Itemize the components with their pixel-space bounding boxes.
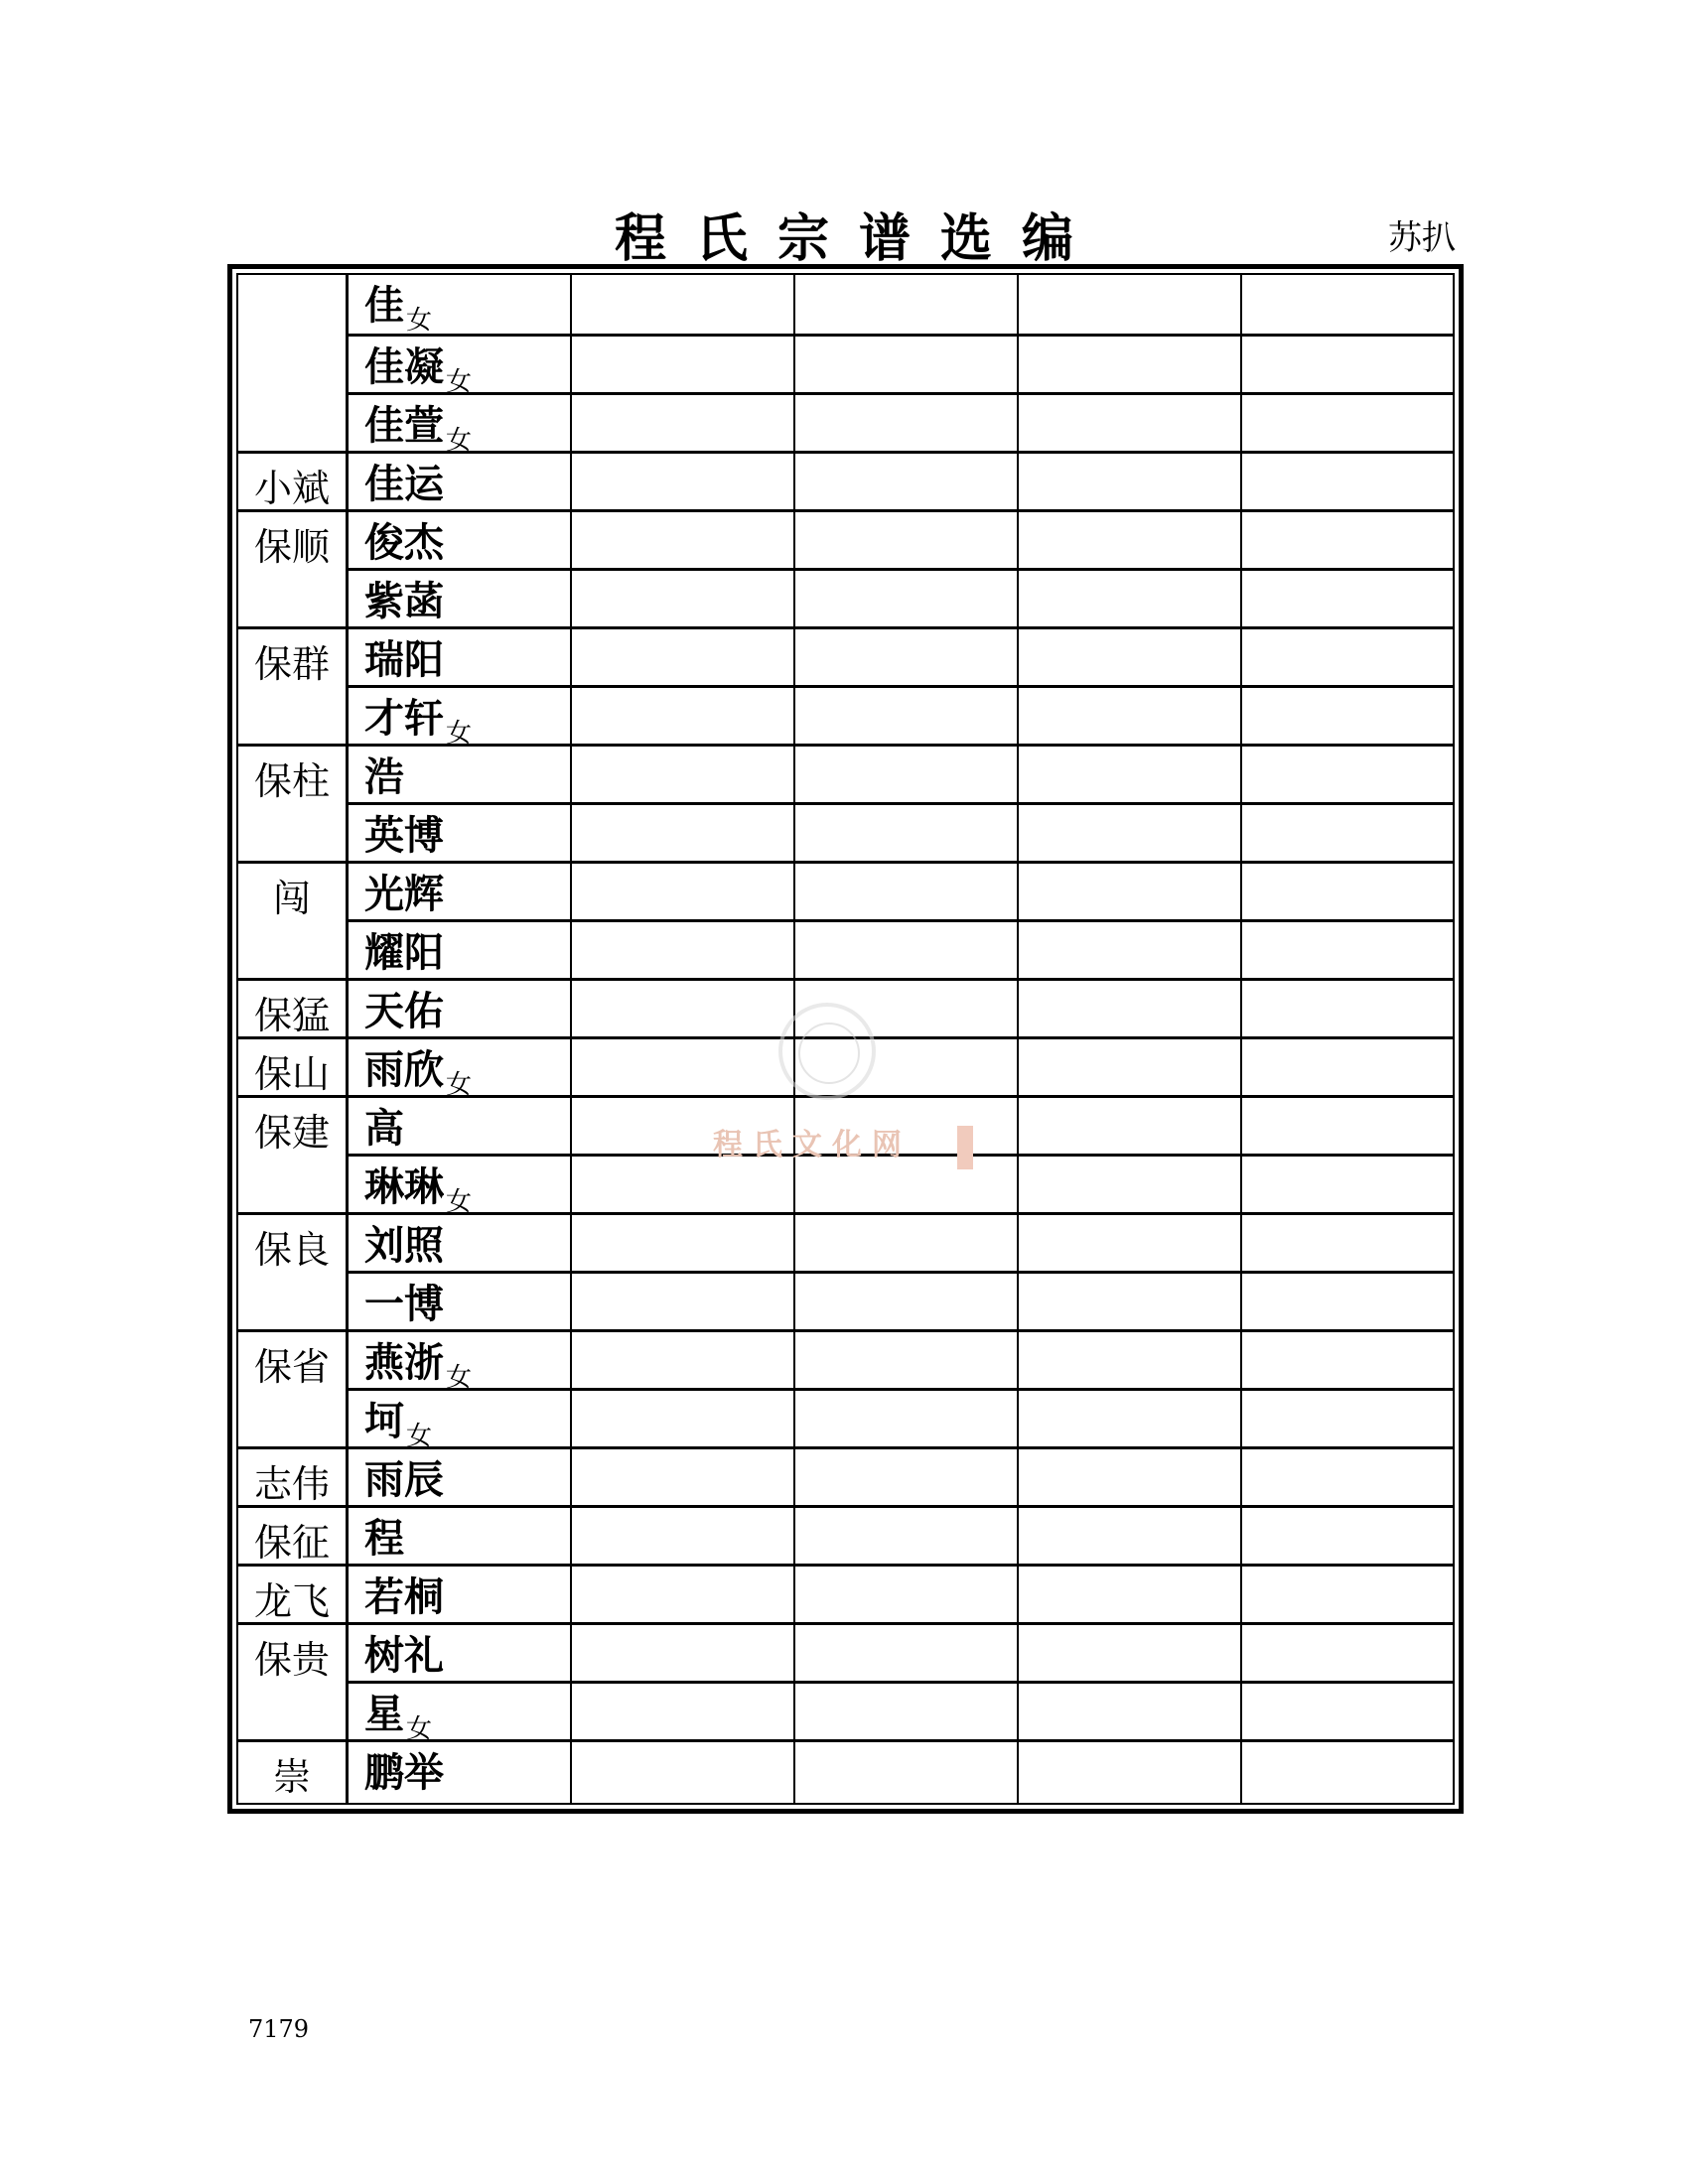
table-row [349, 568, 1453, 626]
empty-cell [572, 805, 795, 861]
empty-cell [1242, 1332, 1453, 1388]
watermark-stamp-icon [957, 1126, 973, 1169]
table-row [349, 685, 1453, 749]
child-name-cell [349, 395, 572, 456]
child-name-cell [349, 1098, 572, 1154]
table-row [349, 275, 1453, 334]
table-row [349, 451, 1453, 509]
empty-cell [1242, 337, 1453, 392]
empty-cell [795, 864, 1019, 919]
empty-cell [1242, 1391, 1453, 1446]
female-mark: 女 [446, 1070, 473, 1100]
child-name-cell [349, 1274, 572, 1329]
empty-cell [1242, 1157, 1453, 1212]
child-name-cell [349, 1449, 572, 1505]
empty-cell [572, 629, 795, 685]
child-name: 高 [364, 1106, 404, 1152]
father-cell: 保顺 [238, 509, 346, 626]
child-name-cell [349, 1332, 572, 1393]
empty-cell [1242, 688, 1453, 744]
empty-cell [795, 571, 1019, 626]
empty-cell [572, 1332, 795, 1388]
father-cell: 保山 [238, 1036, 346, 1095]
empty-cell [1019, 1391, 1242, 1446]
child-name-cell [349, 747, 572, 802]
table-row [349, 1564, 1453, 1622]
table-row [349, 509, 1453, 568]
empty-cell [572, 1742, 795, 1803]
empty-cell [795, 1449, 1019, 1505]
empty-cell [572, 1039, 795, 1095]
father-cell: 保群 [238, 626, 346, 744]
empty-cell [1242, 1215, 1453, 1271]
empty-cell [1019, 747, 1242, 802]
table-row [349, 392, 1453, 456]
empty-cell [795, 1742, 1019, 1803]
female-mark: 女 [406, 1422, 433, 1451]
empty-cell [795, 1274, 1019, 1329]
table-row [349, 626, 1453, 685]
table-row [349, 1739, 1453, 1803]
child-name: 佳凝 [364, 344, 444, 390]
empty-cell [1242, 1098, 1453, 1154]
child-name-cell [349, 1684, 572, 1744]
child-name-cell [349, 981, 572, 1036]
empty-cell [1242, 1742, 1453, 1803]
empty-cell [795, 512, 1019, 568]
empty-cell [795, 1332, 1019, 1388]
empty-cell [1019, 1625, 1242, 1681]
empty-cell [572, 1215, 795, 1271]
child-name-cell [349, 1391, 572, 1451]
empty-cell [1242, 1508, 1453, 1564]
female-mark: 女 [446, 1363, 473, 1393]
table-row [349, 978, 1453, 1036]
empty-cell [1019, 1742, 1242, 1803]
child-name-cell [349, 571, 572, 626]
table-row [349, 919, 1453, 978]
father-cell [238, 275, 346, 451]
empty-cell [572, 337, 795, 392]
father-cell: 保省 [238, 1329, 346, 1446]
watermark-seal-icon [778, 1003, 876, 1100]
empty-cell [795, 337, 1019, 392]
empty-cell [1019, 1039, 1242, 1095]
empty-cell [795, 395, 1019, 451]
child-name-cell [349, 1039, 572, 1100]
female-mark: 女 [446, 367, 473, 397]
empty-cell [1019, 1508, 1242, 1564]
child-name: 鹏举 [364, 1750, 444, 1796]
child-name: 耀阳 [364, 930, 444, 976]
child-name: 雨欣 [364, 1047, 444, 1093]
table-row [349, 1329, 1453, 1393]
empty-cell [795, 1508, 1019, 1564]
child-name: 英博 [364, 813, 444, 859]
father-cell: 闯 [238, 861, 346, 978]
empty-cell [1019, 1684, 1242, 1739]
empty-cell [1019, 629, 1242, 685]
female-mark: 女 [446, 1187, 473, 1217]
empty-cell [795, 922, 1019, 978]
empty-cell [795, 275, 1019, 334]
page-title: 程氏宗谱选编 [614, 209, 1103, 269]
empty-cell [1019, 395, 1242, 451]
empty-cell [1242, 571, 1453, 626]
empty-cell [795, 1567, 1019, 1622]
table-row [349, 334, 1453, 397]
female-mark: 女 [406, 1714, 433, 1744]
child-name-cell [349, 1567, 572, 1622]
empty-cell [572, 395, 795, 451]
empty-cell [572, 454, 795, 509]
child-name: 星 [364, 1692, 404, 1737]
child-name: 坷 [364, 1399, 404, 1444]
empty-cell [1242, 454, 1453, 509]
empty-cell [1019, 1332, 1242, 1388]
child-name: 雨辰 [364, 1457, 444, 1503]
watermark-text: 程氏文化网 [713, 1128, 912, 1162]
empty-cell [795, 1684, 1019, 1739]
father-cell: 保猛 [238, 978, 346, 1036]
empty-cell [1242, 981, 1453, 1036]
child-name-cell [349, 337, 572, 397]
child-name: 才轩 [364, 696, 444, 742]
empty-cell [795, 1391, 1019, 1446]
child-name: 瑞阳 [364, 637, 444, 683]
child-name-cell [349, 275, 572, 334]
empty-cell [1019, 454, 1242, 509]
table-row [349, 861, 1453, 919]
empty-cell [572, 688, 795, 744]
child-name: 天佑 [364, 989, 444, 1034]
table-row [349, 1271, 1453, 1329]
empty-cell [1242, 275, 1453, 334]
empty-cell [572, 1684, 795, 1739]
child-name: 程 [364, 1516, 404, 1562]
region-label: 苏扒 [1388, 218, 1456, 258]
child-name: 燕浙 [364, 1340, 444, 1386]
empty-cell [572, 981, 795, 1036]
empty-cell [572, 1391, 795, 1446]
table-row [349, 1505, 1453, 1564]
table-row [349, 1212, 1453, 1271]
empty-cell [572, 512, 795, 568]
empty-cell [1019, 1098, 1242, 1154]
child-name: 树礼 [364, 1633, 444, 1679]
child-name-cell [349, 805, 572, 861]
table-row [349, 744, 1453, 802]
empty-cell [572, 922, 795, 978]
child-name-cell [349, 864, 572, 919]
child-name-cell [349, 688, 572, 749]
empty-cell [1019, 981, 1242, 1036]
child-name: 浩 [364, 754, 404, 800]
empty-cell [1019, 337, 1242, 392]
empty-cell [1019, 805, 1242, 861]
empty-cell [572, 747, 795, 802]
female-mark: 女 [406, 306, 433, 336]
female-mark: 女 [446, 719, 473, 749]
empty-cell [1019, 275, 1242, 334]
child-name: 刘照 [364, 1223, 444, 1269]
father-cell: 崇 [238, 1739, 346, 1798]
empty-cell [1242, 747, 1453, 802]
empty-cell [1242, 864, 1453, 919]
father-cell: 保贵 [238, 1622, 346, 1739]
empty-cell [1019, 1215, 1242, 1271]
child-name: 佳运 [364, 462, 444, 507]
empty-cell [1242, 512, 1453, 568]
child-name: 俊杰 [364, 520, 444, 566]
empty-cell [1019, 512, 1242, 568]
empty-cell [795, 629, 1019, 685]
empty-cell [572, 1508, 795, 1564]
child-name-cell [349, 922, 572, 978]
empty-cell [795, 1215, 1019, 1271]
table-row [349, 1681, 1453, 1744]
child-name-cell [349, 629, 572, 685]
empty-cell [572, 1157, 795, 1212]
father-cell: 龙飞 [238, 1564, 346, 1622]
empty-cell [795, 805, 1019, 861]
child-name: 琳琳 [364, 1164, 444, 1210]
empty-cell [1242, 805, 1453, 861]
empty-cell [1242, 1625, 1453, 1681]
father-cell: 保征 [238, 1505, 346, 1564]
child-name-cell [349, 1157, 572, 1217]
empty-cell [1019, 864, 1242, 919]
empty-cell [1242, 1684, 1453, 1739]
table-row [349, 1622, 1453, 1681]
empty-cell [1242, 1039, 1453, 1095]
page-number: 7179 [248, 2015, 310, 2043]
father-cell: 志伟 [238, 1446, 346, 1505]
empty-cell [572, 571, 795, 626]
female-mark: 女 [446, 426, 473, 456]
child-name-cell [349, 1625, 572, 1681]
empty-cell [1019, 1157, 1242, 1212]
table-row [349, 802, 1453, 861]
father-cell: 保建 [238, 1095, 346, 1212]
empty-cell [1019, 571, 1242, 626]
father-column [238, 275, 349, 1803]
empty-cell [572, 1449, 795, 1505]
child-name: 紫菡 [364, 579, 444, 624]
empty-cell [1019, 688, 1242, 744]
child-name: 一博 [364, 1282, 444, 1327]
empty-cell [795, 688, 1019, 744]
empty-cell [795, 454, 1019, 509]
empty-cell [1242, 629, 1453, 685]
empty-cell [1242, 1449, 1453, 1505]
table-row [349, 1388, 1453, 1451]
child-name-cell [349, 1742, 572, 1803]
child-name-cell [349, 512, 572, 568]
table-row [349, 1446, 1453, 1505]
empty-cell [1242, 1274, 1453, 1329]
child-name-cell [349, 1508, 572, 1564]
empty-cell [1242, 922, 1453, 978]
empty-cell [1242, 1567, 1453, 1622]
father-cell: 保柱 [238, 744, 346, 861]
empty-cell [572, 1567, 795, 1622]
father-cell: 保良 [238, 1212, 346, 1329]
empty-cell [1019, 1449, 1242, 1505]
empty-cell [795, 747, 1019, 802]
child-name: 若桐 [364, 1574, 444, 1620]
empty-cell [1019, 1274, 1242, 1329]
empty-cell [572, 1625, 795, 1681]
child-name-cell [349, 454, 572, 509]
empty-cell [1019, 922, 1242, 978]
child-name: 佳萱 [364, 403, 444, 449]
empty-cell [795, 1625, 1019, 1681]
empty-cell [795, 1157, 1019, 1212]
empty-cell [572, 864, 795, 919]
empty-cell [1242, 395, 1453, 451]
empty-cell [572, 275, 795, 334]
child-name-cell [349, 1215, 572, 1271]
father-cell: 小斌 [238, 451, 346, 509]
empty-cell [572, 1274, 795, 1329]
child-name: 光辉 [364, 872, 444, 917]
child-name: 佳 [364, 283, 404, 329]
table-row [349, 1036, 1453, 1100]
empty-cell [1019, 1567, 1242, 1622]
